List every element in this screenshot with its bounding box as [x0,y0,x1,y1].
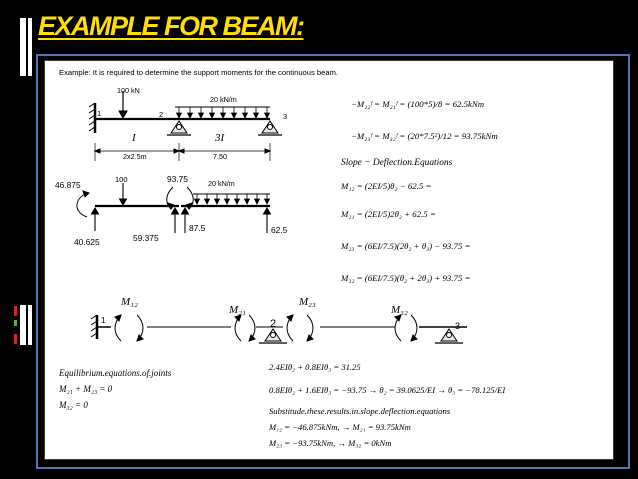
moment-m23: M₂₃ [299,296,316,308]
moment-m12: M₁₂ [121,296,138,308]
span2-stiffness: 3I [215,132,225,144]
deco-bar-mid-2 [14,320,17,326]
slope-heading: Slope − Deflection.Equations [341,158,453,168]
fbd-reaction-2a: 59.375 [133,233,159,243]
fbd-reaction-3: 62.5 [271,225,288,235]
equations-right [340,99,498,283]
moments-node-1: 1 [101,316,106,325]
fem-eq-1: −M₁₂ᶠ = M₂₁ᶠ = (100*5)/8 = 62.5kNm [351,99,485,109]
equilibrium-eq-2: M₃₂ = 0 [59,400,88,410]
slope-eq-2: M₂₁ = (2EI/5)2θ₂ + 62.5 = [341,209,436,219]
fbd-reaction-2b: 87.5 [189,223,206,233]
deco-bar-mid-3 [14,334,17,344]
load-point-label: 100 kN [117,86,140,95]
moments-node-2: 2 [270,318,277,330]
fbd-moment-mid: 93.75 [167,174,188,184]
slide-title: EXAMPLE FOR BEAM: [38,11,304,41]
solution-block [268,362,506,448]
example-panel [44,60,614,460]
slope-eq-3: M₂₃ = (6EI/7.5)(2θ₂ + θ₃) − 93.75 = [341,241,471,251]
equilibrium-eq-1: M₂₁ + M₂₃ = 0 [59,384,113,394]
beam-example-figure [45,61,615,461]
moments-node-3: 3 [455,321,461,331]
solution-eq-1: 2.4EIθ₂ + 0.8EIθ₃ = 31.25 [269,362,361,372]
deco-bar-white-2 [28,305,32,345]
free-body-diagram [77,183,271,233]
slope-eq-1: M₁₂ = (2EI/5)θ₂ − 62.5 = [341,181,432,191]
node-1-label: 1 [97,109,102,118]
moment-m21: M₂₁ [229,304,246,316]
deco-bar-mid [14,306,17,316]
deco-bar-top-2 [28,18,32,76]
solution-eq-2: 0.8EIθ₂ + 1.6EIθ₃ = −93.75 → θ₂ = 39.0625/EI → θ₃ = −78.125/EI [269,385,506,395]
support-3 [258,121,282,135]
node-3-label: 3 [283,112,288,121]
equilibrium-heading: Equilibrium.equations.of.joints [59,368,172,378]
moment-m32: M₃₂ [391,304,408,316]
udl-arrows [177,107,270,118]
fbd-load-point: 100 [115,175,128,184]
node-2-label: 2 [159,110,164,119]
end-moments-diagram [91,315,467,343]
beam-diagram [89,91,282,161]
end-moment-labels [120,296,408,316]
span1-length: 2x2.5m [123,152,147,161]
deco-bar-white [20,305,26,345]
deco-bar-top [20,18,26,76]
fbd-reaction-1: 40.625 [74,237,100,247]
fem-eq-2: −M₂₃ᶠ = M₃₂ᶠ = (20*7.5²)/12 = 93.75kNm [351,131,498,141]
equilibrium-block [58,368,172,410]
slope-eq-4: M₃₂ = (6EI/7.5)(θ₂ + 2θ₃) + 93.75 = [341,273,471,283]
example-intro: Example: It is required to determine the support moments for the continuous beam. [59,68,339,77]
support-2 [167,121,191,135]
solution-heading: Substitude.these.results.in.slope.deflection.equations [269,406,451,416]
fbd-load-udl: 20 kN/m [208,179,235,188]
solution-result-1: M₁₂ = −46.875kNm, → M₂₁ = 93.75kNm [269,422,411,432]
fbd-moment-left: 46.875 [55,180,81,190]
solution-result-2: M₂₃ = −93.75kNm, → M₃₂ = 0kNm [269,438,392,448]
span1-stiffness: I [132,132,136,144]
span2-length: 7.50 [213,152,227,161]
load-udl-label: 20 kN/m [210,95,237,104]
